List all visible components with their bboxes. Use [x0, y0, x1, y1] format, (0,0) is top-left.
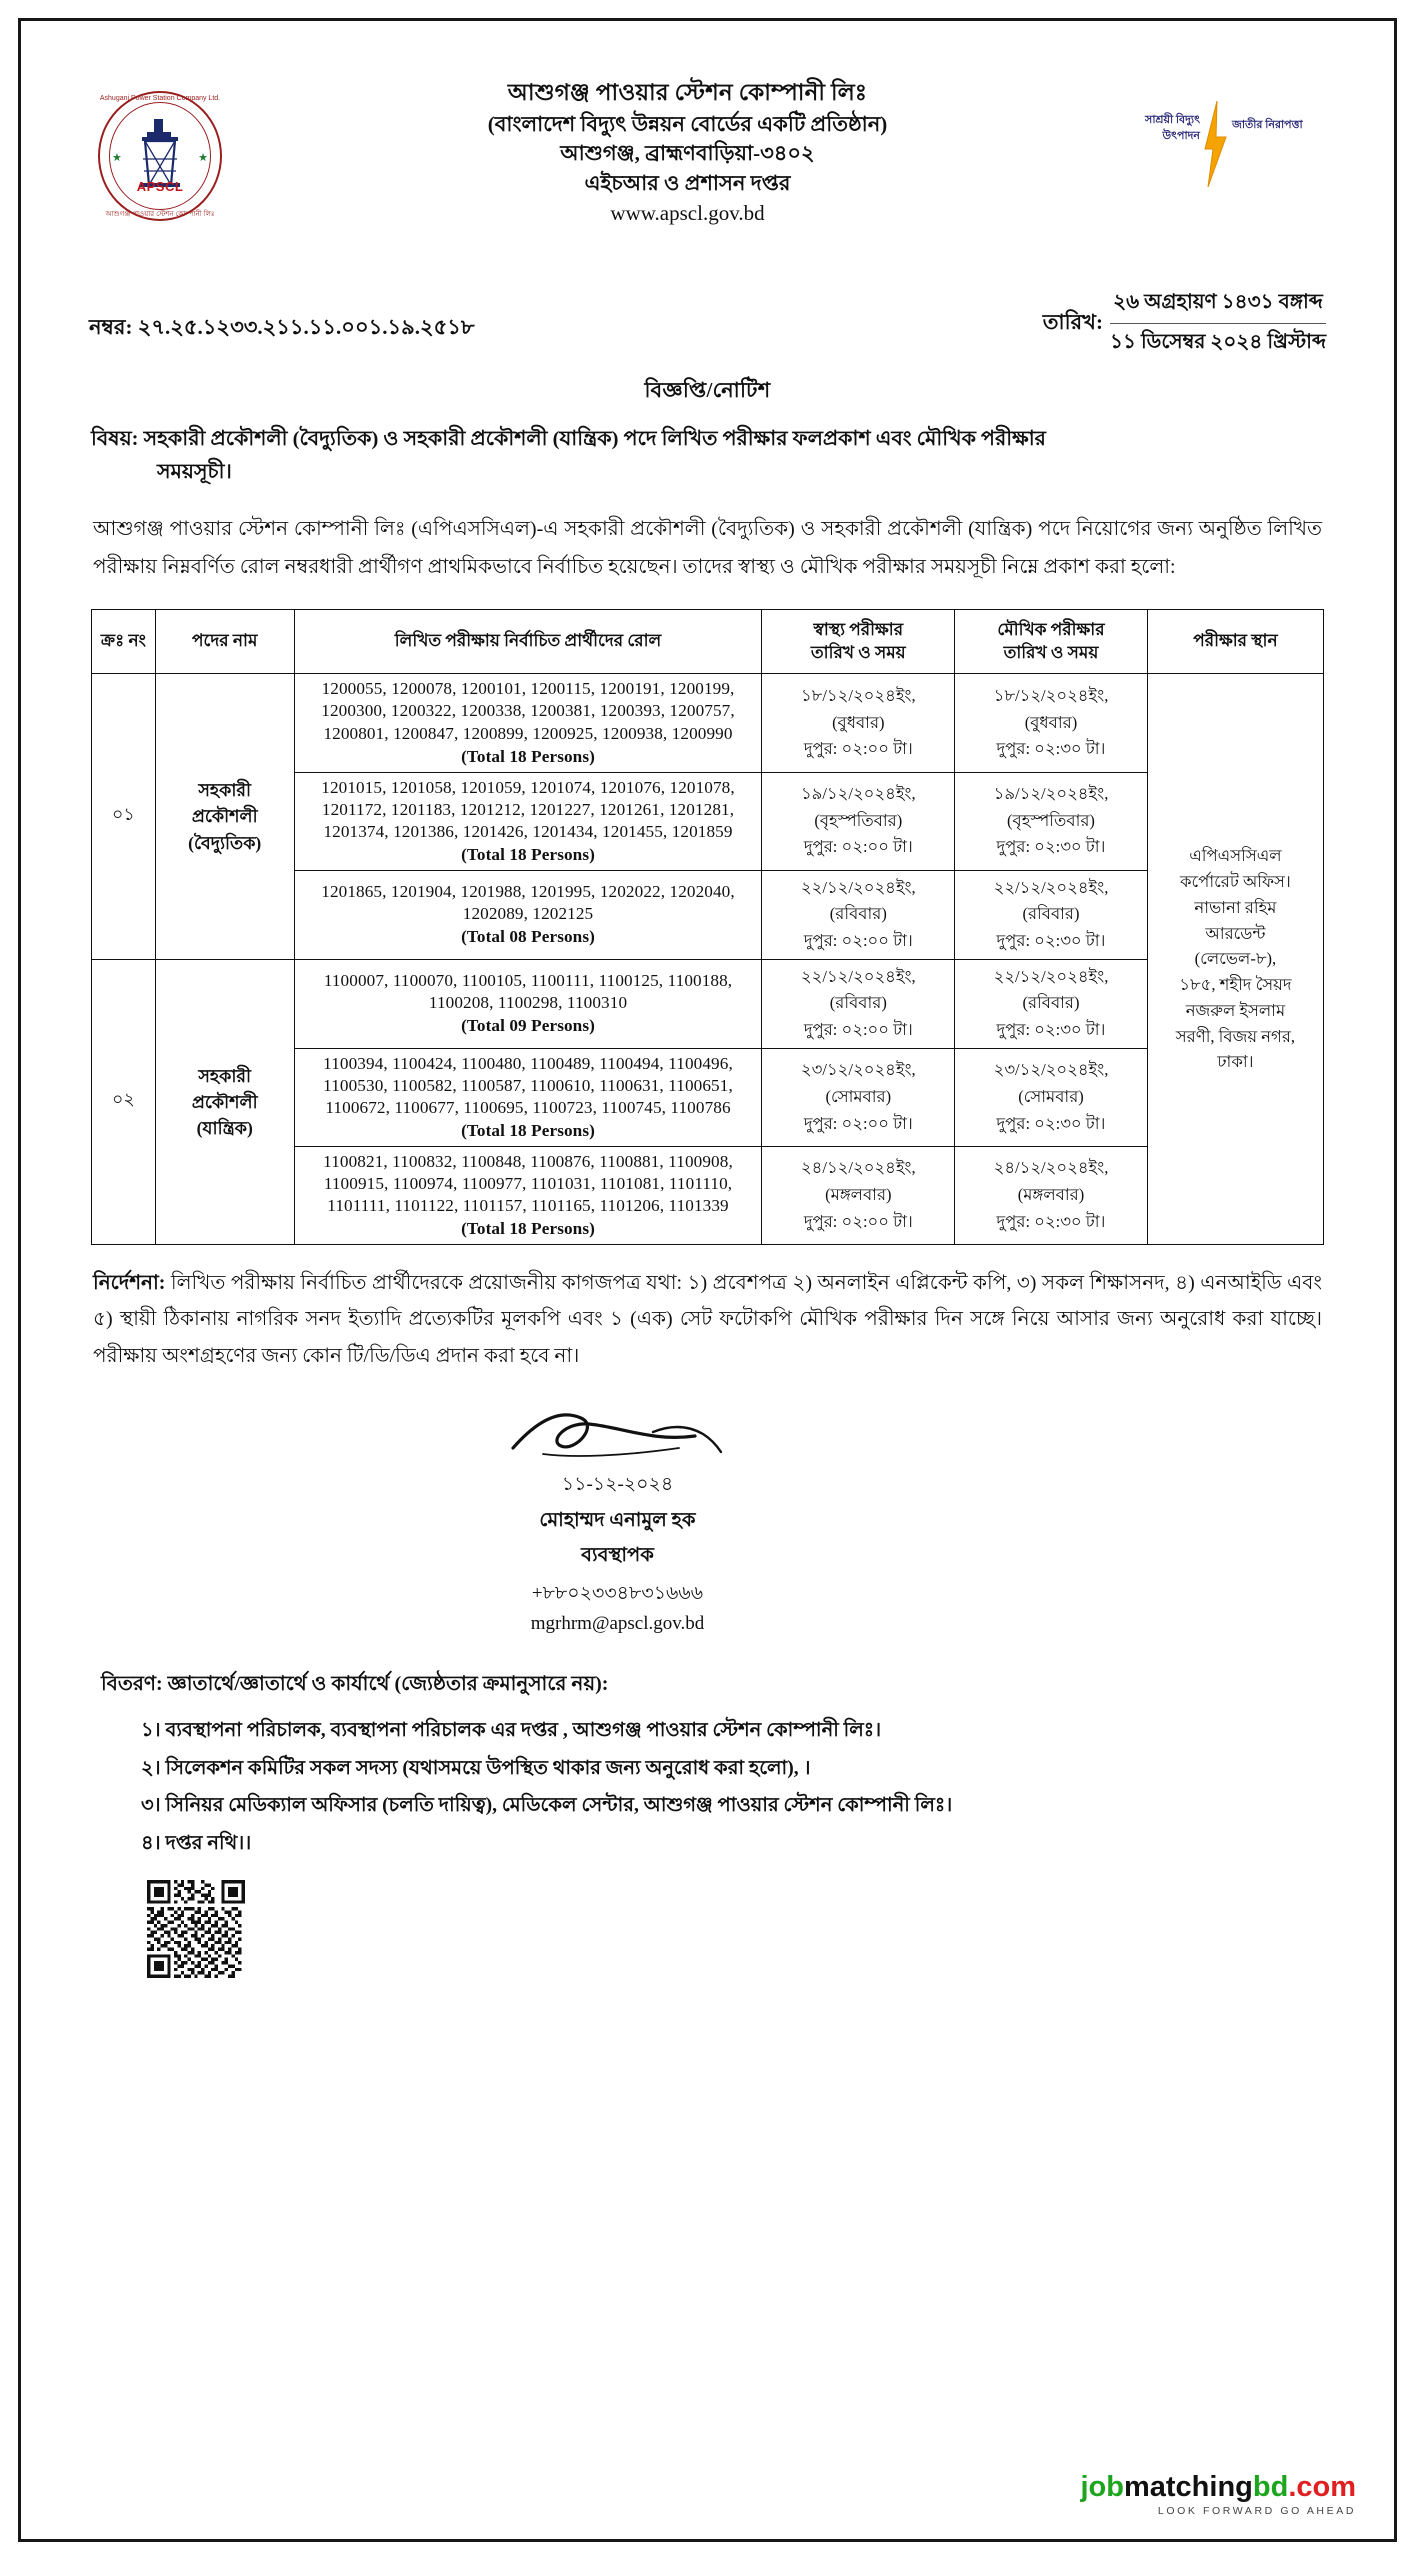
org-name: আশুগঞ্জ পাওয়ার স্টেশন কোম্পানী লিঃ [507, 80, 868, 105]
campaign-text-left: সাশ্রয়ী বিদ্যুৎ উৎপাদন [1145, 114, 1200, 142]
viva-date: ২৪/১২/২০২৪ইং, [993, 1158, 1109, 1178]
health-time: দুপুর: ০২:০০ টা। [803, 1113, 913, 1133]
viva-day: (মঙ্গলবার) [1017, 1185, 1085, 1205]
cell-post-l1: সহকারী [198, 1065, 252, 1086]
cell-health-datetime [762, 772, 955, 870]
venue-line: ঢাকা। [1217, 1052, 1254, 1072]
cell-venue [1147, 674, 1323, 1245]
viva-day: (বৃহস্পতিবার) [1007, 810, 1095, 830]
qr-code-icon[interactable] [147, 1880, 245, 1978]
cell-rolls [294, 1048, 762, 1146]
viva-date: ২৩/১২/২০২৪ইং, [993, 1060, 1109, 1080]
roll-list: 1100821, 1100832, 1100848, 1100876, 1100881, 1100908, 1100915, 1100974, 1100977, 1101031, 1101081, 1101110, 1101111, 1101122, 1101157, 1101165, 1101206, 1101339 [323, 1151, 733, 1215]
roll-list: 1100394, 1100424, 1100480, 1100489, 1100494, 1100496, 1100530, 1100582, 1100587, 1100610, 1100631, 1100651, 1100672, 1100677, 1100695, 1100723, 1100745, 1100786 [323, 1053, 733, 1117]
org-department: এইচআর ও প্রশাসন দপ্তর [584, 171, 791, 196]
viva-time: দুপুর: ০২:৩০ টা। [996, 739, 1106, 759]
health-date: ১৮/১২/২০২৪ইং, [800, 685, 916, 705]
health-day: (মঙ্গলবার) [825, 1185, 892, 1205]
cell-health-datetime [762, 1146, 955, 1244]
instruction-block [93, 1265, 1322, 1374]
memo-number-label: নম্বর: [89, 315, 133, 339]
schedule-table-body [92, 674, 1324, 1245]
health-time: দুপুর: ০২:০০ টা। [803, 1211, 913, 1231]
cell-serial: ০২ [92, 959, 156, 1244]
apscl-seal-icon [96, 89, 224, 223]
roll-list: 1201015, 1201058, 1201059, 1201074, 1201076, 1201078, 1201172, 1201183, 1201212, 1201227, 1201261, 1201281, 1201374, 1201386, 1201426, 1201434, 1201455, 1201859 [321, 777, 735, 841]
memo-number-value: ২৭.২৫.১২৩৩.২১১.১১.০০১.১৯.২৫১৮ [137, 315, 475, 339]
signature-block [67, 1400, 1348, 1635]
cell-rolls [294, 959, 762, 1048]
org-parent: (বাংলাদেশ বিদ্যুৎ উন্নয়ন বোর্ডের একটি প্রতিষ্ঠান) [487, 111, 888, 136]
page-title: বিজ্ঞপ্তি/নোটিশ [644, 378, 771, 402]
org-address: আশুগঞ্জ, ব্রাহ্মণবাড়িয়া-৩৪০২ [560, 141, 815, 166]
memo-number [89, 287, 475, 346]
roll-total: (Total 09 Persons) [461, 1016, 595, 1036]
schedule-table [91, 609, 1324, 1245]
seal-arc-bottom: আশুগঞ্জ পাওয়ার স্টেশন কোম্পানী লিঃ [105, 211, 215, 218]
cell-serial: ০১ [92, 674, 156, 959]
notice-body: আশুগঞ্জ পাওয়ার স্টেশন কোম্পানী লিঃ (এপিএসসিএল)-এ সহকারী প্রকৌশলী (বৈদ্যুতিক) ও সহকারী প্রকৌশলী (যান্ত্রিক) পদে নিয়োগের জন্য অনুষ্ঠিত লিখিত পরীক্ষায় নিম্নবর্ণিত রোল নম্বরধারী প্রার্থীগণ প্রাথমিকভাবে নির্বাচিত হয়েছেন। তাদের স্বাস্থ্য ও মৌখিক পরীক্ষার সময়সূচী নিম্নে প্রকাশ করা হলো: [93, 518, 1322, 578]
health-date: ২৩/১২/২০২৪ইং, [800, 1060, 916, 1080]
viva-time: দুপুর: ০২:৩০ টা। [996, 1211, 1106, 1231]
viva-day: (সোমবার) [1018, 1087, 1084, 1107]
viva-date: ২২/১২/২০২৪ইং, [993, 966, 1109, 986]
subject-text: সহকারী প্রকৌশলী (বৈদ্যুতিক) ও সহকারী প্রকৌশলী (যান্ত্রিক) পদে লিখিত পরীক্ষার ফলপ্রকাশ এবং মৌখিক পরীক্ষার [143, 428, 1046, 450]
cell-health-datetime [762, 1048, 955, 1146]
star-right-icon: ★ [198, 152, 208, 164]
venue-line: কর্পোরেট অফিস। [1179, 872, 1291, 892]
table-row [92, 674, 1324, 772]
cell-viva-datetime [955, 1048, 1148, 1146]
cell-health-datetime [762, 870, 955, 959]
venue-line: এপিএসসিএল [1189, 846, 1282, 866]
health-day: (রবিবার) [829, 904, 887, 924]
venue-line: ১৮৫, শহীদ সৈয়দ [1179, 975, 1292, 995]
watermark-bd: bd [1252, 2471, 1289, 2503]
cell-post [155, 959, 294, 1244]
cell-rolls [294, 772, 762, 870]
distribution-list [101, 1712, 1314, 1862]
col-header-venue: পরীক্ষার স্থান [1147, 609, 1323, 674]
roll-total: (Total 18 Persons) [461, 1219, 595, 1239]
cell-post [155, 674, 294, 959]
health-day: (বুধবার) [832, 712, 885, 732]
cell-post-l2: প্রকৌশলী [191, 806, 258, 827]
roll-total: (Total 08 Persons) [461, 927, 595, 947]
health-time: দুপুর: ০২:০০ টা। [803, 739, 913, 759]
cell-health-datetime [762, 959, 955, 1048]
qr-code-row [147, 1880, 1348, 1978]
watermark-matching: matching [1123, 2471, 1253, 2503]
viva-time: দুপুর: ০২:৩০ টা। [996, 1020, 1106, 1040]
signatory-email[interactable]: mgrhrm@apscl.gov.bd [530, 1613, 705, 1635]
col-header-health [762, 609, 955, 674]
memo-date-gregorian: ১১ ডিসেম্বর ২০২৪ খ্রিস্টাব্দ [1109, 331, 1326, 353]
health-time: দুপুর: ০২:০০ টা। [803, 837, 913, 857]
memo-date-label: তারিখ: [1042, 310, 1103, 334]
memo-line [67, 265, 1348, 360]
col-header-serial: ক্রঃ নং [92, 609, 156, 674]
cell-viva-datetime [955, 674, 1148, 772]
health-time: দুপুর: ০২:০০ টা। [803, 931, 913, 951]
col-header-viva-l1: মৌখিক পরীক্ষার [997, 619, 1105, 639]
signatory-designation: ব্যবস্থাপক [581, 1545, 654, 1567]
signature-image [67, 1400, 1168, 1474]
distribution-block [101, 1669, 1314, 1862]
viva-day: (রবিবার) [1022, 904, 1080, 924]
viva-day: (বুধবার) [1024, 712, 1078, 732]
cell-post-l2: প্রকৌশলী [191, 1091, 258, 1112]
health-date: ২৪/১২/২০২৪ইং, [800, 1158, 916, 1178]
viva-date: ১৯/১২/২০২৪ইং, [993, 783, 1109, 803]
document-page [18, 18, 1397, 2542]
list-item: ৪। দপ্তর নথি।। [141, 1832, 252, 1854]
cell-rolls [294, 1146, 762, 1244]
roll-total: (Total 18 Persons) [461, 844, 595, 864]
signatory-name: মোহাম্মদ এনামুল হক [539, 1510, 696, 1532]
apscl-logo [85, 77, 235, 223]
roll-list: 1200055, 1200078, 1200101, 1200115, 1200191, 1200199, 1200300, 1200322, 1200338, 1200381, 1200393, 1200757, 1200801, 1200847, 1200899, 1200925, 1200938, 1200990 [321, 679, 735, 743]
viva-date: ২২/১২/২০২৪ইং, [993, 877, 1109, 897]
col-header-health-l2: তারিখ ও সময় [810, 642, 906, 662]
viva-time: দুপুর: ০২:৩০ টা। [996, 931, 1106, 951]
table-header-row [92, 609, 1324, 674]
watermark-job: job [1080, 2471, 1124, 2503]
cell-rolls [294, 870, 762, 959]
letterhead [67, 55, 1348, 265]
col-header-health-l1: স্বাস্থ্য পরীক্ষার [813, 619, 904, 639]
memo-date [1043, 287, 1326, 360]
memo-date-bangla: ২৬ অগ্রহায়ণ ১৪৩১ বঙ্গাব্দ [1113, 291, 1323, 313]
subject-block [91, 423, 1324, 489]
instruction-label: নির্দেশনা: [93, 1272, 166, 1295]
subject-text-continued: সময়সূচী। [157, 461, 232, 484]
subject-label: বিষয়: [91, 428, 139, 450]
site-watermark [1080, 2473, 1356, 2517]
table-row [92, 959, 1324, 1048]
health-day: (রবিবার) [829, 993, 887, 1013]
roll-total: (Total 18 Persons) [461, 1120, 595, 1140]
list-item: ২। সিলেকশন কমিটির সকল সদস্য (যথাসময়ে উপস্থিত থাকার জন্য অনুরোধ করা হলো), । [141, 1757, 811, 1779]
cell-viva-datetime [955, 959, 1148, 1048]
cell-rolls [294, 674, 762, 772]
health-date: ১৯/১২/২০২৪ইং, [800, 783, 916, 803]
org-website[interactable]: www.apscl.gov.bd [610, 201, 765, 226]
cell-viva-datetime [955, 1146, 1148, 1244]
col-header-rolls: লিখিত পরীক্ষায় নির্বাচিত প্রার্থীদের রোল [294, 609, 762, 674]
org-heading [235, 77, 1140, 229]
viva-time: দুপুর: ০২:৩০ টা। [996, 1113, 1106, 1133]
campaign-logo [1140, 77, 1330, 191]
signature-date: ১১-১২-২০২৪ [561, 1474, 674, 1496]
list-item: ৩। সিনিয়র মেডিক্যাল অফিসার (চলতি দায়িত্ব), মেডিকেল সেন্টার, আশুগঞ্জ পাওয়ার স্টেশন কোম্পানী লিঃ। [141, 1795, 953, 1817]
venue-line: (লেভেল-৮), [1194, 949, 1277, 969]
health-date: ২২/১২/২০২৪ইং, [800, 877, 916, 897]
seal-arc-top: Ashuganj Power Station Company Ltd. [99, 95, 221, 102]
col-header-post: পদের নাম [155, 609, 294, 674]
cell-viva-datetime [955, 870, 1148, 959]
health-date: ২২/১২/২০২৪ইং, [800, 966, 916, 986]
venue-line: সরণী, বিজয় নগর, [1175, 1026, 1296, 1046]
handwritten-signature-icon [503, 1402, 733, 1472]
cell-health-datetime [762, 674, 955, 772]
viva-time: দুপুর: ০২:৩০ টা। [996, 837, 1106, 857]
roll-list: 1201865, 1201904, 1201988, 1201995, 1202022, 1202040, 1202089, 1202125 [321, 882, 735, 924]
instruction-text: লিখিত পরীক্ষায় নির্বাচিত প্রার্থীদেরকে প্রয়োজনীয় কাগজপত্র যথা: ১) প্রবেশপত্র ২) অনলাইন এপ্লিকেন্ট কপি, ৩) সকল শিক্ষাসনদ, ৪) এনআইডি এবং ৫) স্থায়ী ঠিকানায় নাগরিক সনদ ইত্যাদি প্রত্যেকটির মূলকপি এবং ১ (এক) সেট ফটোকপি মৌখিক পরীক্ষার দিন সঙ্গে নিয়ে আসার জন্য অনুরোধ করা যাচ্ছে। পরীক্ষায় অংশগ্রহণের জন্য কোন টি/ডি/ডিএ প্রদান করা হবে না। [93, 1272, 1322, 1367]
col-header-viva [955, 609, 1148, 674]
list-item: ১। ব্যবস্থাপনা পরিচালক, ব্যবস্থাপনা পরিচালক এর দপ্তর , আশুগঞ্জ পাওয়ার স্টেশন কোম্পানী লিঃ। [141, 1720, 882, 1742]
health-day: (সোমবার) [825, 1087, 892, 1107]
venue-line: নাভানা রহিম [1194, 897, 1277, 917]
viva-day: (রবিবার) [1022, 993, 1080, 1013]
distribution-heading: বিতরণ: জ্ঞাতার্থে/জ্ঞাতার্থে ও কার্যার্থে (জ্যেষ্ঠতার ক্রমানুসারে নয়): [101, 1673, 609, 1696]
star-left-icon: ★ [112, 152, 122, 164]
roll-list: 1100007, 1100070, 1100105, 1100111, 1100125, 1100188, 1100208, 1100298, 1100310 [323, 971, 733, 1013]
lightning-bolt-icon [1202, 101, 1228, 187]
viva-date: ১৮/১২/২০২৪ইং, [993, 685, 1109, 705]
watermark-tagline: LOOK FORWARD GO AHEAD [1157, 2505, 1356, 2517]
watermark-logo [1080, 2473, 1356, 2502]
col-header-viva-l2: তারিখ ও সময় [1003, 642, 1099, 662]
cell-post-l1: সহকারী [198, 780, 252, 801]
cell-viva-datetime [955, 772, 1148, 870]
schedule-table-wrapper [91, 609, 1324, 1245]
watermark-dotcom: .com [1288, 2471, 1356, 2503]
seal-label: APSCL [136, 179, 184, 194]
health-day: (বৃহস্পতিবার) [814, 810, 903, 830]
campaign-text-right: জাতীর নিরাপত্তা [1232, 119, 1303, 131]
cell-post-l3: (বৈদ্যুতিক) [188, 832, 262, 853]
signatory-phone: +৮৮০২৩৩৪৮৩১৬৬৬ [531, 1583, 704, 1605]
health-time: দুপুর: ০২:০০ টা। [803, 1020, 913, 1040]
power-tower-icon [132, 119, 188, 187]
roll-total: (Total 18 Persons) [461, 746, 595, 766]
venue-line: নজরুল ইসলাম [1185, 1000, 1286, 1020]
cell-post-l3: (যান্ত্রিক) [196, 1118, 253, 1139]
venue-line: আরডেন্ট [1205, 923, 1266, 943]
